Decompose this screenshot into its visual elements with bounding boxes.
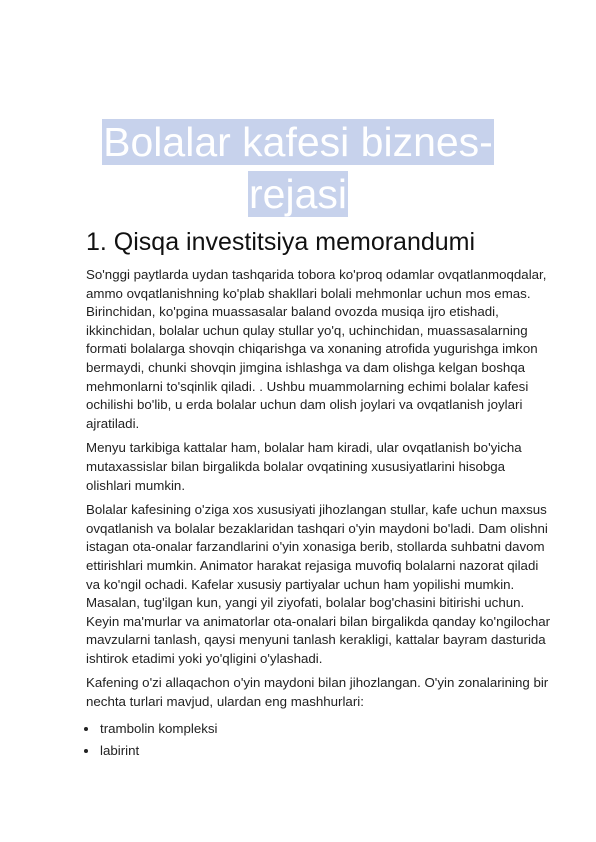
list-item xyxy=(86,718,552,740)
list-item-text: labirint xyxy=(100,742,140,758)
section-heading: 1. Qisqa investitsiya memorandumi xyxy=(86,228,476,256)
list-item-text: trambolin kompleksi xyxy=(100,720,218,736)
bullet-icon xyxy=(84,749,88,753)
document-title-block xyxy=(60,116,536,220)
list-item xyxy=(86,740,552,762)
paragraph: Menyu tarkibiga kattalar ham, bolalar ham kiradi, ular ovqatlanish bo'yicha mutaxassislar bilan birgalikda bolalar ovqatining xususiyatlarini hisobga olishlari mumkin. xyxy=(86,440,522,493)
paragraph: Bolalar kafesining o'ziga xos xususiyati jihozlangan stullar, kafe uchun maxsus ovqatlanish va bolalar bezaklaridan tashqari o'yin maydoni bo'ladi. Dam olishni istagan ota-onalar farzandlarini o'yin xonasiga berib, stollarda suhbatni davom ettirishlari mumkin. Animator harakat rejasiga muvofiq bolalarni nazorat qiladi va ko'ngil ochadi. Kafelar xususiy partiyalar uchun ham yopilishi mumkin. Masalan, tug'ilgan kun, yangi yil ziyofati, bolalar bog'chasini bitirishi uchun. Keyin ma'murlar va animatorlar ota-onalari bilan birgalikda qanday ko'ngilochar mavzularni tanlash, qaysi menyuni tanlash kerakligi, kattalar bayram dasturida ishtirok etadimi yoki yo'qligini o'ylashadi. xyxy=(86,502,551,666)
bullet-list xyxy=(86,718,552,762)
paragraph: So'nggi paytlarda uydan tashqarida tobora ko'proq odamlar ovqatlanmoqdalar, ammo ovqatlanishning ko'plab shakllari bolali mehmonlar uchun mos emas. Birinchidan, ko'pgina muassasalar baland ovozda musiqa ijro etishadi, ikkinchidan, bolalar uchun qulay stullar yo'q, uchinchidan, muassasalarning formati bolalarga shovqin chiqarishga va xonaning atrofida yugurishga imkon bermaydi, chunki shovqin jimgina ishlashga va dam olishga kelgan boshqa mehmonlarni to'sqinlik qiladi. . Ushbu muammolarning echimi bolalar kafesi ochilishi bo'lib, u erda bolalar uchun dam olish joylari va ovqatlanish joylari ajratiladi. xyxy=(86,267,547,431)
paragraph: Kafening o'zi allaqachon o'yin maydoni bilan jihozlangan. O'yin zonalarining bir nechta turlari mavjud, ulardan eng mashhurlari: xyxy=(86,675,549,710)
body-text xyxy=(86,266,552,762)
document-title: Bolalar kafesi biznes-rejasi xyxy=(103,119,493,217)
bullet-icon xyxy=(84,727,88,731)
